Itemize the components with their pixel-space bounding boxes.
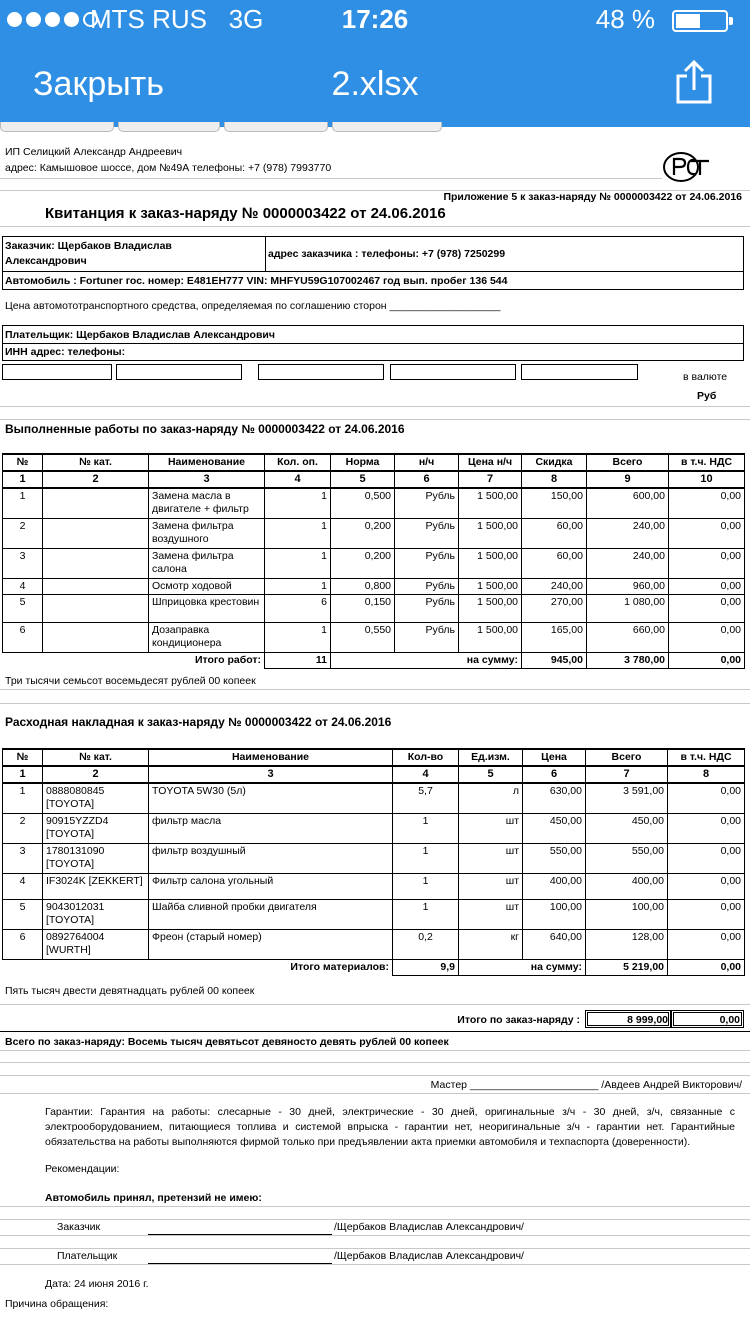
column-number: 5 — [459, 766, 523, 783]
table-cell: 1 — [265, 622, 331, 652]
table-cell: Замена фильтра салона — [149, 548, 265, 578]
table-cell: 640,00 — [523, 929, 586, 959]
table-cell: 1 500,00 — [459, 578, 522, 594]
sheet-tab[interactable] — [0, 122, 114, 132]
table-cell: 60,00 — [522, 518, 587, 548]
order-vat: 0,00 — [719, 1014, 740, 1026]
table-cell: 1 500,00 — [459, 548, 522, 578]
accepted-label: Автомобиль принял, претензий не имею: — [45, 1192, 262, 1204]
materials-total-words: Пять тысяч двести девятнадцать рублей 00 копеек — [5, 985, 255, 997]
table-cell: 1 — [265, 518, 331, 548]
materials-header-row — [3, 749, 745, 766]
table-cell: Шприцовка крестовин — [149, 594, 265, 622]
total-vat: 0,00 — [668, 959, 745, 975]
carrier: MTS RUS 3G — [90, 4, 264, 34]
works-title: Выполненные работы по заказ-наряду № 0000003422 от 24.06.2016 — [5, 422, 405, 436]
table-cell — [43, 622, 149, 652]
table-cell: 0888080845 [TOYOTA] — [43, 783, 149, 813]
total-sum: 3 780,00 — [587, 652, 669, 668]
order-total-label: Итого по заказ-наряду : — [457, 1014, 580, 1026]
table-cell: 1 — [265, 488, 331, 518]
total-discount: 945,00 — [522, 652, 587, 668]
column-number: 4 — [393, 766, 459, 783]
table-cell: 100,00 — [586, 899, 668, 929]
column-number: 9 — [587, 471, 669, 488]
table-cell: 100,00 — [523, 899, 586, 929]
table-row — [3, 548, 745, 578]
table-cell: 0,00 — [669, 518, 745, 548]
table-cell: 0,00 — [668, 873, 745, 899]
table-cell: л — [459, 783, 523, 813]
customer-name-2: Александрович — [5, 255, 87, 267]
table-cell: 660,00 — [587, 622, 669, 652]
table-row — [3, 873, 745, 899]
table-cell: 6 — [3, 929, 43, 959]
table-cell: 4 — [3, 873, 43, 899]
customer-name: Заказчик: Щербаков Владислав — [5, 240, 172, 252]
appendix-note: Приложение 5 к заказ-наряду № 0000003422 от 24.06.2016 — [443, 191, 742, 203]
sum-label: на сумму: — [459, 959, 586, 975]
table-cell: 0,00 — [668, 929, 745, 959]
table-cell: 5 — [3, 899, 43, 929]
column-number: 7 — [459, 471, 522, 488]
currency-label: в валюте — [683, 371, 728, 383]
table-cell: 6 — [3, 622, 43, 652]
payer-sign-name: /Щербаков Владислав Александрович/ — [334, 1250, 524, 1262]
table-cell: 240,00 — [522, 578, 587, 594]
total-sum: 5 219,00 — [586, 959, 668, 975]
column-header: Всего — [586, 749, 668, 766]
column-header: Кол. оп. — [265, 454, 331, 471]
table-cell: 1 — [393, 813, 459, 843]
column-header: № — [3, 749, 43, 766]
table-cell: 0,00 — [668, 783, 745, 813]
column-number: 3 — [149, 471, 265, 488]
table-cell: 0,800 — [331, 578, 395, 594]
table-cell: Замена фильтра воздушного — [149, 518, 265, 548]
table-cell — [43, 578, 149, 594]
battery-icon — [672, 10, 728, 32]
table-cell: 0,200 — [331, 548, 395, 578]
battery-percent: 48 % — [595, 4, 655, 34]
sum-label: на сумму: — [331, 652, 522, 668]
table-cell — [43, 488, 149, 518]
table-cell: 5,7 — [393, 783, 459, 813]
table-cell: фильтр масла — [149, 813, 393, 843]
table-row — [3, 813, 745, 843]
table-cell: 550,00 — [523, 843, 586, 873]
table-cell: 0,200 — [331, 518, 395, 548]
table-row — [3, 488, 745, 518]
table-cell: Рубль — [395, 488, 459, 518]
table-cell: 450,00 — [523, 813, 586, 843]
materials-title: Расходная накладная к заказ-наряду № 0000003422 от 24.06.2016 — [5, 715, 392, 729]
column-header: Всего — [587, 454, 669, 471]
table-cell: 165,00 — [522, 622, 587, 652]
status-bar — [0, 0, 750, 40]
sheet-tab[interactable] — [224, 122, 328, 132]
order-total-words: Всего по заказ-наряду: Восемь тысяч девятьсот девяносто девять рублей 00 копеек — [5, 1036, 449, 1048]
column-number: 1 — [3, 471, 43, 488]
sheet-tabs — [0, 122, 750, 134]
table-cell: шт — [459, 873, 523, 899]
spreadsheet-document — [0, 134, 750, 1334]
table-cell: 0,00 — [669, 578, 745, 594]
table-cell: 630,00 — [523, 783, 586, 813]
column-number: 2 — [43, 471, 149, 488]
table-row — [3, 594, 745, 622]
table-cell: 1 500,00 — [459, 622, 522, 652]
table-cell: шт — [459, 843, 523, 873]
table-cell: 0,00 — [668, 899, 745, 929]
column-header: в т.ч. НДС — [668, 749, 745, 766]
table-cell: 1 — [393, 873, 459, 899]
column-number: 2 — [43, 766, 149, 783]
column-header: Наименование — [149, 454, 265, 471]
table-cell: Рубль — [395, 518, 459, 548]
table-cell: 1 500,00 — [459, 594, 522, 622]
table-cell: 960,00 — [587, 578, 669, 594]
table-cell: 0,00 — [668, 843, 745, 873]
sheet-tab[interactable] — [332, 122, 442, 132]
company-name: ИП Селицкий Александр Андреевич — [5, 146, 183, 158]
table-cell: фильтр воздушный — [149, 843, 393, 873]
price-note: Цена автомототранспортного средства, определяемая по соглашению сторон ___________________ — [5, 300, 501, 312]
column-number: 3 — [149, 766, 393, 783]
table-row — [3, 929, 745, 959]
table-cell: 0,00 — [668, 813, 745, 843]
table-cell: 1 — [393, 899, 459, 929]
table-cell: 4 — [3, 578, 43, 594]
warranty-text: Гарантии: Гарантия на работы: слесарные - 30 дней, электрические - 30 дней, оригинальные з/ч - 30 дней, з/ч, связанные с электрооборудованием, питающиеся топлива и системой впрыска - гарантии нет, неоригинальные з/ч - гарантии нет. Гарантийные обязательства на работы выполняются фирмой только при предъявлении акта приемки автомобиля и техпаспорта (доверенности). — [45, 1106, 735, 1148]
customer-sign-label: Заказчик — [57, 1221, 101, 1233]
table-cell: 6 — [265, 594, 331, 622]
table-cell: 1 — [393, 843, 459, 873]
table-cell: 150,00 — [522, 488, 587, 518]
table-cell: 0,500 — [331, 488, 395, 518]
table-cell: TOYOTA 5W30 (5л) — [149, 783, 393, 813]
column-header: Наименование — [149, 749, 393, 766]
table-cell: 2 — [3, 518, 43, 548]
table-cell: 600,00 — [587, 488, 669, 518]
table-cell: 1 — [265, 548, 331, 578]
works-table — [2, 453, 745, 669]
column-header: № кат. — [43, 749, 149, 766]
receipt-title: Квитанция к заказ-наряду № 0000003422 от 24.06.2016 — [45, 205, 446, 222]
table-cell: 450,00 — [586, 813, 668, 843]
column-header: н/ч — [395, 454, 459, 471]
column-number: 5 — [331, 471, 395, 488]
table-cell: 9043012031 [TOYOTA] — [43, 899, 149, 929]
column-number: 8 — [668, 766, 745, 783]
reason-label: Причина обращения: — [5, 1298, 109, 1310]
customer-sign-name: /Щербаков Владислав Александрович/ — [334, 1221, 524, 1233]
column-header: Цена — [523, 749, 586, 766]
clock: 17:26 — [341, 4, 409, 34]
order-total: 8 999,00 — [627, 1014, 668, 1026]
table-cell: 1 500,00 — [459, 518, 522, 548]
table-row — [3, 899, 745, 929]
table-cell: 5 — [3, 594, 43, 622]
table-cell: 60,00 — [522, 548, 587, 578]
table-cell: IF3024K [ZEKKERT] — [43, 873, 149, 899]
document-title: 2.xlsx — [331, 65, 419, 103]
table-cell: шт — [459, 899, 523, 929]
table-cell: Рубль — [395, 578, 459, 594]
column-header: № кат. — [43, 454, 149, 471]
works-total-words: Три тысячи семьсот восемьдесят рублей 00 копеек — [5, 675, 256, 687]
table-cell: 0,550 — [331, 622, 395, 652]
table-cell: Рубль — [395, 594, 459, 622]
table-cell: 3 591,00 — [586, 783, 668, 813]
column-header: Ед.изм. — [459, 749, 523, 766]
works-number-row — [3, 471, 745, 488]
table-cell: 90915YZZD4 [TOYOTA] — [43, 813, 149, 843]
table-cell: 0892764004 [WURTH] — [43, 929, 149, 959]
column-number: 6 — [395, 471, 459, 488]
table-cell: 1 — [3, 783, 43, 813]
table-cell: 1 080,00 — [587, 594, 669, 622]
payer-sign-label: Плательщик — [57, 1250, 118, 1262]
table-cell: Рубль — [395, 622, 459, 652]
column-number: 6 — [523, 766, 586, 783]
table-cell: Осмотр ходовой — [149, 578, 265, 594]
table-row — [3, 622, 745, 652]
document-date: Дата: 24 июня 2016 г. — [45, 1278, 149, 1290]
table-cell — [43, 548, 149, 578]
column-header: № — [3, 454, 43, 471]
table-cell — [43, 518, 149, 548]
nav-bar — [0, 60, 750, 110]
table-cell: 2 — [3, 813, 43, 843]
works-header-row — [3, 454, 745, 471]
materials-number-row — [3, 766, 745, 783]
table-cell: 1 — [265, 578, 331, 594]
table-cell: 1 — [3, 488, 43, 518]
table-cell: 3 — [3, 843, 43, 873]
table-cell: шт — [459, 813, 523, 843]
payer-inn: ИНН адрес: телефоны: — [5, 346, 126, 358]
column-number: 8 — [522, 471, 587, 488]
column-number: 1 — [3, 766, 43, 783]
table-cell: 0,00 — [669, 594, 745, 622]
table-cell: 128,00 — [586, 929, 668, 959]
column-number: 7 — [586, 766, 668, 783]
column-number: 10 — [669, 471, 745, 488]
total-qty: 11 — [265, 652, 331, 668]
company-address: адрес: Камышовое шоссе, дом №49А телефоны: +7 (978) 7993770 — [5, 162, 332, 174]
table-row — [3, 578, 745, 594]
close-button[interactable]: Закрыть — [33, 65, 164, 103]
table-cell: 1780131090 [TOYOTA] — [43, 843, 149, 873]
table-row — [3, 783, 745, 813]
table-cell: 0,150 — [331, 594, 395, 622]
table-cell: 3 — [3, 548, 43, 578]
table-cell: 1 500,00 — [459, 488, 522, 518]
materials-table — [2, 748, 745, 976]
column-header: Норма — [331, 454, 395, 471]
table-cell: 400,00 — [523, 873, 586, 899]
table-cell: кг — [459, 929, 523, 959]
table-cell: 0,00 — [669, 488, 745, 518]
customer-address-phone: адрес заказчика : телефоны: +7 (978) 7250299 — [268, 248, 506, 260]
table-cell: 0,00 — [669, 548, 745, 578]
table-cell: 0,00 — [669, 622, 745, 652]
total-label: Итого материалов: — [3, 959, 393, 975]
table-row — [3, 518, 745, 548]
column-header: в т.ч. НДС — [669, 454, 745, 471]
table-cell — [43, 594, 149, 622]
materials-total-row — [3, 959, 745, 975]
table-cell: 240,00 — [587, 548, 669, 578]
column-header: Кол-во — [393, 749, 459, 766]
total-vat: 0,00 — [669, 652, 745, 668]
recommendations-label: Рекомендации: — [45, 1163, 120, 1175]
table-cell: Рубль — [395, 548, 459, 578]
table-cell: Шайба сливной пробки двигателя — [149, 899, 393, 929]
share-icon[interactable] — [674, 60, 714, 104]
master-signature: Мастер ______________________ /Авдеев Андрей Викторович/ — [430, 1079, 742, 1091]
table-cell: Дозаправка кондиционера — [149, 622, 265, 652]
sheet-tab[interactable] — [118, 122, 220, 132]
table-cell: 0,2 — [393, 929, 459, 959]
table-cell: 400,00 — [586, 873, 668, 899]
car-info: Автомобиль : Fortuner гос. номер: Е481ЕН777 VIN: MHFYU59G107002467 год вып. пробег 136 544 — [5, 275, 508, 287]
currency-value: Руб — [697, 390, 717, 402]
column-header: Скидка — [522, 454, 587, 471]
table-cell: 270,00 — [522, 594, 587, 622]
works-total-row — [3, 652, 745, 668]
payer-name: Плательщик: Щербаков Владислав Александрович — [5, 329, 275, 341]
table-cell: Фильтр салона угольный — [149, 873, 393, 899]
column-header: Цена н/ч — [459, 454, 522, 471]
table-cell: 550,00 — [586, 843, 668, 873]
table-cell: Замена масла в двигателе + фильтр — [149, 488, 265, 518]
table-cell: 240,00 — [587, 518, 669, 548]
column-number: 4 — [265, 471, 331, 488]
rst-logo-icon — [661, 151, 711, 183]
total-qty: 9,9 — [393, 959, 459, 975]
app-header — [0, 0, 750, 127]
total-label: Итого работ: — [3, 652, 265, 668]
table-row — [3, 843, 745, 873]
table-cell: Фреон (старый номер) — [149, 929, 393, 959]
